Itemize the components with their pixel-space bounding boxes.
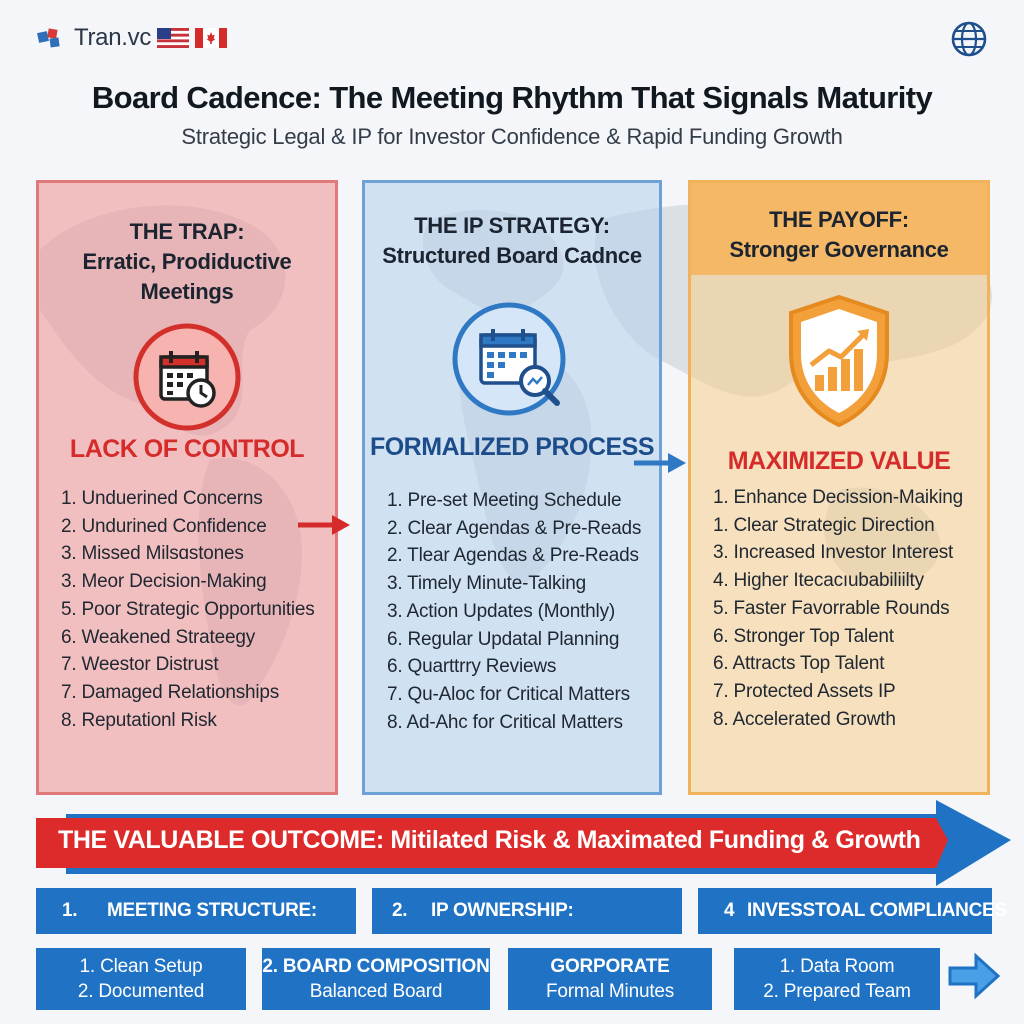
shield-growth-icon	[783, 291, 895, 431]
list-item: 8. Reputationl Risk	[61, 709, 217, 731]
page-subtitle: Strategic Legal & IP for Investor Confidence & Rapid Funding Growth	[181, 124, 843, 149]
column-payoff-label: MAXIMIZED VALUE	[727, 447, 951, 475]
list-item: 1. Unduerined Concerns	[61, 488, 263, 509]
column-trap	[36, 180, 338, 795]
list-item: 6. Stronger Top Talent	[713, 625, 894, 647]
column-payoff-list	[713, 484, 981, 733]
list-item: 3. Action Updates (Monthly)	[387, 600, 615, 622]
tranvc-logo-icon	[36, 26, 66, 50]
card-corporate[interactable]: GORPORATE Formal Minutes	[508, 948, 712, 1010]
list-item: 5. Faster Favorrable Rounds	[713, 597, 950, 619]
list-item: 7. Qu-Aloc for Critical Matters	[387, 683, 630, 705]
list-item: 6. Quarttrry Reviews	[387, 656, 557, 678]
chevron-right-icon[interactable]	[946, 952, 1002, 1000]
list-item: 6. Weakened Strateegy	[61, 626, 256, 648]
list-item: 8. Accelerated Growth	[713, 708, 896, 730]
list-item: 1. Enhance Decission-Maiking	[713, 487, 963, 508]
card-board-composition[interactable]: 2. BOARD COMPOSITION Balanced Board	[262, 948, 490, 1010]
column-trap-list	[61, 485, 329, 734]
list-item: 6. Regular Updatal Planning	[387, 628, 620, 650]
list-item: 4. Higher Itecacıubabiliilty	[713, 570, 924, 592]
arrow-right-red-icon	[296, 512, 352, 538]
canada-flag-icon	[195, 28, 227, 48]
calendar-clock-icon	[131, 321, 243, 433]
tag-ip-ownership[interactable]: 2. IP OWNERSHIP:	[372, 888, 682, 934]
column-ip-list	[387, 487, 653, 736]
list-item: 1. Clear Strategic Direction	[713, 514, 935, 536]
list-item: 2. Clear Agendas & Pre-Reads	[387, 517, 642, 539]
tag-meeting-structure[interactable]: 1. MEETING STRUCTURE:	[36, 888, 356, 934]
column-ip-label: FORMALIZED PROCESS	[369, 433, 655, 461]
arrow-right-blue-icon	[632, 450, 688, 476]
calendar-search-icon	[447, 299, 579, 423]
list-item: 2. Tlear Agendas & Pre-Reads	[387, 545, 639, 567]
list-item: 6. Attracts Top Talent	[713, 653, 885, 675]
list-item: 7. Damaged Relationships	[61, 681, 280, 703]
outcome-banner-text: THE VALUABLE OUTCOME: Mitilated Risk & Maximated Funding & Growth	[58, 826, 921, 854]
page-title: Board Cadence: The Meeting Rhythm That Signals Maturity	[91, 80, 933, 115]
brand-name: Tran.vc	[74, 24, 152, 51]
us-flag-icon	[157, 28, 189, 48]
list-item: 1. Pre-set Meeting Schedule	[387, 490, 622, 511]
list-item: 3. Meor Decision-Making	[61, 571, 267, 593]
card-clean-setup[interactable]: 1. Clean Setup 2. Documented	[36, 948, 246, 1010]
column-ip-strategy	[362, 180, 662, 795]
list-item: 2. Undurined Confidence	[61, 515, 267, 537]
column-payoff	[688, 180, 990, 795]
column-payoff-heading: THE PAYOFF: Stronger Governance	[729, 207, 949, 262]
brand-logo[interactable]	[36, 24, 227, 52]
globe-icon[interactable]	[950, 20, 988, 58]
column-ip-heading: THE IP STRATEGY: Structured Board Cadnce	[382, 213, 642, 268]
list-item: 8. Ad-Ahc for Critical Matters	[387, 711, 623, 733]
list-item: 3. Increased Investor Interest	[713, 542, 954, 564]
list-item: 5. Poor Strategic Opportunities	[61, 598, 315, 620]
list-item: 3. Missed Milsɑstones	[61, 543, 244, 565]
column-trap-heading: THE TRAP: Erratic, Prodiductive Meetings	[82, 219, 292, 304]
column-trap-label: LACK OF CONTROL	[69, 435, 305, 463]
list-item: 7. Weestor Distrust	[61, 654, 219, 676]
list-item: 3. Timely Minute-Talking	[387, 573, 586, 595]
list-item: 7. Protected Assets IP	[713, 680, 896, 702]
card-data-room[interactable]: 1. Data Room 2. Prepared Team	[734, 948, 940, 1010]
tag-investor-compliances[interactable]: 4 INVESSTOAL COMPLIANCES	[698, 888, 992, 934]
